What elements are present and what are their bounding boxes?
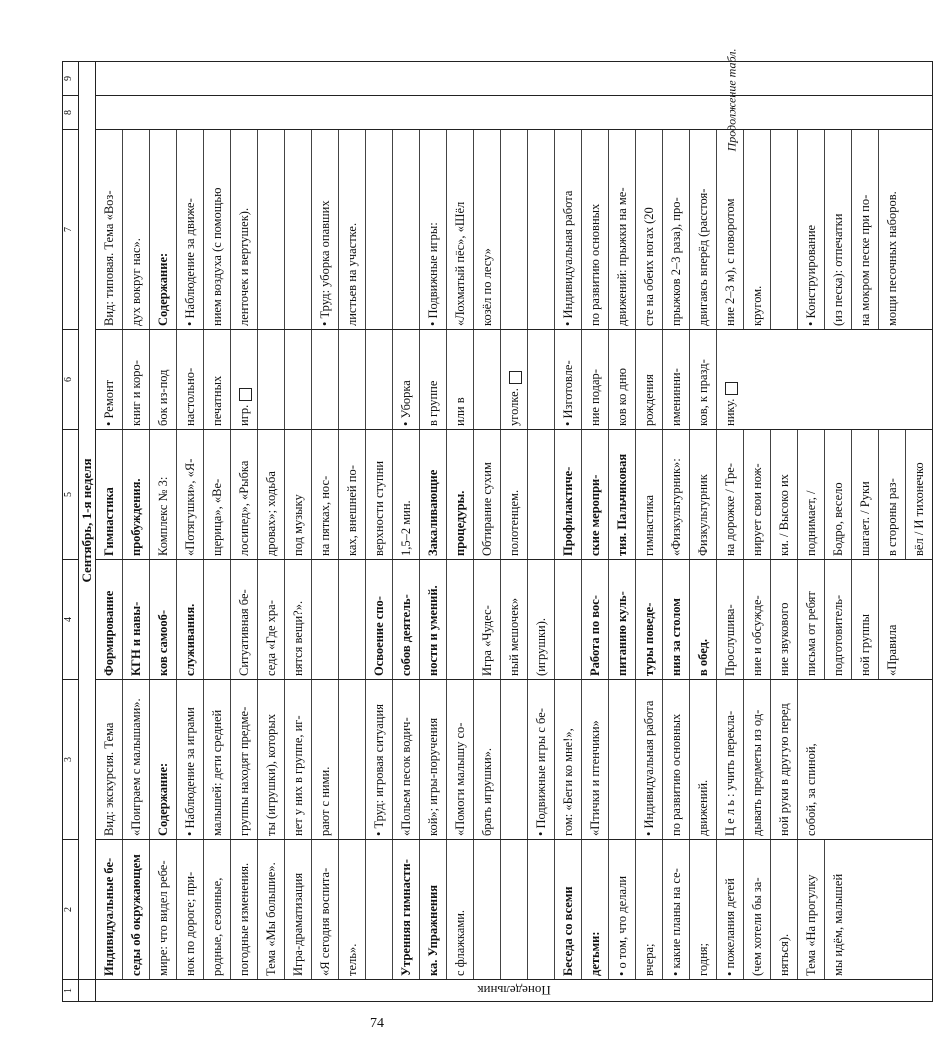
col4-line: служивания.	[177, 560, 204, 679]
col4-line: «Правила	[885, 624, 899, 676]
col3-line: брать игрушки».	[474, 680, 501, 839]
column-6-cell	[96, 330, 933, 430]
col5-line: на дорожке / Тре-	[717, 430, 744, 559]
col5-line: Обтирание сухим	[474, 430, 501, 559]
col5-line: Гимнастика	[96, 430, 123, 559]
col4-line	[204, 560, 231, 679]
col7-line: ние 2–3 м), с поворотом	[717, 130, 744, 329]
col7-line: (из песка): отпечатки	[825, 130, 852, 329]
col2-line: (чем хотели бы за-	[744, 840, 771, 979]
col4-line	[339, 560, 366, 679]
col2-line	[528, 840, 555, 979]
col3-line: • Труд: игровая ситуация	[366, 680, 393, 839]
col4-line	[447, 560, 474, 679]
column-2-cell	[96, 840, 933, 980]
col5-line: щерица», «Ве-	[204, 430, 231, 559]
col3-line: • Подвижные игры с бе-	[528, 680, 555, 839]
col7-line: • Подвижные игры:	[420, 130, 447, 329]
col6-line: в группе	[420, 330, 447, 429]
col4-line	[312, 560, 339, 679]
checkbox-square	[725, 382, 738, 395]
col5-line: «Потягушки», «Я-	[177, 430, 204, 559]
col4-line: ный мешочек»	[501, 560, 528, 679]
col-number-9: 9	[63, 62, 79, 96]
col3-line: собой, за спиной,	[804, 743, 818, 836]
col7-line	[771, 130, 798, 329]
col2-line: погодные изменения.	[231, 840, 258, 979]
col4-line: туры поведе-	[636, 560, 663, 679]
column-number-row	[63, 62, 79, 1002]
week-heading-row	[79, 62, 96, 1002]
col3-line	[339, 680, 366, 839]
col2-line: Индивидуальные бе-	[96, 840, 123, 979]
col6-line	[258, 330, 285, 429]
col4-line: ков самооб-	[150, 560, 177, 679]
col6-line: уголке.	[501, 330, 528, 429]
col7-line: Содержание:	[150, 130, 177, 329]
col7-line: «Лохматый пёс», «Шёл	[447, 130, 474, 329]
col3-line: ты (игрушки), которых	[258, 680, 285, 839]
col5-line	[528, 430, 555, 559]
col7-line: • Труд: уборка опавших	[312, 130, 339, 329]
col4-line: (игрушки).	[528, 560, 555, 679]
col5-line: гимнастика	[636, 430, 663, 559]
col3-line: по развитию основных	[663, 680, 690, 839]
col4-line: ние звукового	[771, 560, 798, 679]
col2-line: Утренняя гимнасти-	[393, 840, 420, 979]
col3-line: ной руки в другую перед	[771, 680, 798, 839]
col5-line: 1,5–2 мин.	[393, 430, 420, 559]
col-number-4: 4	[63, 560, 79, 680]
col5-line: лосипед», «Рыбка	[231, 430, 258, 559]
col6-line: ние подар-	[582, 330, 609, 429]
col2-line	[501, 840, 528, 979]
col7-line: движений: прыжки на ме-	[609, 130, 636, 329]
col5-line: вёл / И тихонечко	[912, 462, 926, 556]
col4-line: питанию куль-	[609, 560, 636, 679]
col5-line: ках, внешней по-	[339, 430, 366, 559]
col6-line	[285, 330, 312, 429]
col5-line: Закаливающие	[420, 430, 447, 559]
col4-line: Ситуативная бе-	[231, 560, 258, 679]
col5-line: ки. / Высоко их	[771, 430, 798, 559]
col5-line: поднимает, /	[798, 430, 825, 559]
col5-line: ские меропри-	[582, 430, 609, 559]
day-spacer	[79, 980, 96, 1002]
col6-line: • Ремонт	[96, 330, 123, 429]
col2-line: няться).	[771, 840, 798, 979]
col3-line: «Птички и птенчики»	[582, 680, 609, 839]
col3-line: дывать предметы из од-	[744, 680, 771, 839]
col7-line: по развитию основных	[582, 130, 609, 329]
col2-line: седы об окружающем	[123, 840, 150, 979]
col6-line: ков ко дню	[609, 330, 636, 429]
col2-line: • какие планы на се-	[663, 840, 690, 979]
col-number-3: 3	[63, 680, 79, 840]
col2-line: мире: что видел ребе-	[150, 840, 177, 979]
col2-line: Тема «На прогулку	[798, 840, 825, 979]
col3-line: Ц е л ь : учить перекла-	[717, 680, 744, 839]
col7-line: дух вокруг нас».	[123, 130, 150, 329]
col-number-1: 1	[63, 980, 79, 1002]
col7-line: • Индивидуальная работа	[555, 130, 582, 329]
col7-line: Вид: типовая. Тема «Воз-	[96, 130, 123, 329]
col6-line	[528, 330, 555, 429]
col7-line: козёл по лесу»	[474, 130, 501, 329]
col2-line	[474, 840, 501, 979]
col6-line	[474, 330, 501, 429]
col7-line	[258, 130, 285, 329]
col3-line	[609, 680, 636, 839]
col6-line: печатных	[204, 330, 231, 429]
col6-line: книг и коро-	[123, 330, 150, 429]
col4-line: собов деятель-	[393, 560, 420, 679]
col2-line: «Я сегодня воспита-	[312, 840, 339, 979]
col7-line	[285, 130, 312, 329]
day-label: Понедельник	[477, 983, 551, 999]
col7-line: нием воздуха (с помощью	[204, 130, 231, 329]
column-8-cell	[96, 96, 933, 130]
col5-line: под музыку	[285, 430, 312, 559]
col4-line: ния за столом	[663, 560, 690, 679]
col3-line: кой»; игры-поручения	[420, 680, 447, 839]
col5-line: тия. Пальчиковая	[609, 430, 636, 559]
col7-line: сте на обеих ногах (20	[636, 130, 663, 329]
col3-line: Содержание:	[150, 680, 177, 839]
col7-line	[528, 130, 555, 329]
col6-line: именинни-	[663, 330, 690, 429]
col7-line: • Конструирование	[798, 130, 825, 329]
col6-line: или в	[447, 330, 474, 429]
col7-line: на мокром песке при по-	[852, 130, 879, 329]
col5-line: дровах»; ходьба	[258, 430, 285, 559]
col2-line: детьми:	[582, 840, 609, 979]
col2-line: нок по дороге; при-	[177, 840, 204, 979]
col3-line: «Польем песок водич-	[393, 680, 420, 839]
col4-line: нятся вещи?».	[285, 560, 312, 679]
col4-line: Работа по вос-	[582, 560, 609, 679]
col7-line: прыжков 2–3 раза), про-	[663, 130, 690, 329]
col-number-7: 7	[63, 130, 79, 330]
col5-line: Физкультурник	[690, 430, 717, 559]
col7-line: листьев на участке.	[339, 130, 366, 329]
col4-line: Прослушива-	[717, 560, 744, 679]
col2-line	[366, 840, 393, 979]
col2-line: родные, сезонные,	[204, 840, 231, 979]
col6-line: бок из-под	[150, 330, 177, 429]
col2-line: вчера;	[636, 840, 663, 979]
checkbox-square	[509, 371, 522, 384]
col2-line: мы идём, малышей	[831, 873, 845, 976]
schedule-table	[62, 61, 933, 1002]
col6-line: ков, к празд-	[690, 330, 717, 429]
col4-line: письма от ребят	[798, 560, 825, 679]
col7-line	[501, 130, 528, 329]
col-number-8: 8	[63, 96, 79, 130]
col3-line: рают с ними.	[312, 680, 339, 839]
col2-line: • пожелания детей	[717, 840, 744, 979]
col3-line	[501, 680, 528, 839]
col3-line: малышей: дети средней	[204, 680, 231, 839]
col5-line: Профилактиче-	[555, 430, 582, 559]
col7-line: кругом.	[744, 130, 771, 329]
col5-line: Комплекс № 3:	[150, 430, 177, 559]
col4-line: Освоение спо-	[366, 560, 393, 679]
col2-line: с флажками.	[447, 840, 474, 979]
col5-line: процедуры.	[447, 430, 474, 559]
col3-line: гом: «Беги ко мне!»,	[555, 680, 582, 839]
col5-line: полотенцем.	[501, 430, 528, 559]
col5-line: на пятках, нос-	[312, 430, 339, 559]
col5-line: верхности ступни	[366, 430, 393, 559]
col4-line: ние и обсужде-	[744, 560, 771, 679]
col4-line: в обед.	[690, 560, 717, 679]
col3-line: группы находят предме-	[231, 680, 258, 839]
col3-line: Вид: экскурсия. Тема	[96, 680, 123, 839]
col6-line	[312, 330, 339, 429]
day-label-cell	[96, 980, 933, 1002]
col6-line: нику.	[717, 330, 743, 429]
col4-line	[555, 560, 582, 679]
col-number-6: 6	[63, 330, 79, 430]
col2-line: тель».	[339, 840, 366, 979]
col7-line	[393, 130, 420, 329]
col5-line: «Физкультурник»:	[663, 430, 690, 559]
col5-line: пробуждения.	[123, 430, 150, 559]
col4-line: КГН и навы-	[123, 560, 150, 679]
col7-line: ленточек и вертушек).	[231, 130, 258, 329]
col5-line: шагает. / Руки	[852, 430, 879, 559]
col4-line: подготовитель-	[825, 560, 852, 679]
col3-line: «Поиграем с малышами».	[123, 680, 150, 839]
col4-line: ной группы	[852, 560, 879, 679]
col3-line: нет у них в группе, иг-	[285, 680, 312, 839]
col5-line: в стороны раз-	[879, 430, 906, 559]
col3-line: движений.	[690, 680, 717, 839]
checkbox-square	[239, 388, 252, 401]
col6-line	[366, 330, 393, 429]
col2-line: Беседа со всеми	[555, 840, 582, 979]
week-heading: Сентябрь, 1-я неделя	[79, 62, 96, 980]
caption-text: Продолжение табл.	[724, 48, 739, 152]
col6-line: • Изготовле-	[555, 330, 582, 429]
col2-line: Тема «Мы большие».	[258, 840, 285, 979]
column-5-cell	[96, 430, 933, 560]
col7-line: мощи песочных наборов.	[885, 191, 899, 326]
column-3-cell	[96, 680, 933, 840]
column-4-cell	[96, 560, 933, 680]
col5-line: Бодро, весело	[825, 430, 852, 559]
col-number-5: 5	[63, 430, 79, 560]
col2-line: • о том, что делали	[609, 840, 636, 979]
column-7-cell	[96, 130, 933, 330]
col4-line: ности и умений.	[420, 560, 447, 679]
col5-line: нирует свои нож-	[744, 430, 771, 559]
col3-line: «Помоги малышу со-	[447, 680, 474, 839]
col6-line: • Уборка	[393, 330, 420, 429]
col2-line: годня;	[690, 840, 717, 979]
col-number-2: 2	[63, 840, 79, 980]
col2-line: Игра-драматизация	[285, 840, 312, 979]
col6-line: настольно-	[177, 330, 204, 429]
col6-line: игр.	[231, 330, 258, 429]
col3-line: • Наблюдение за играми	[177, 680, 204, 839]
col4-line: седа «Где хра-	[258, 560, 285, 679]
col6-line	[339, 330, 366, 429]
col2-line: ка. Упражнения	[420, 840, 447, 979]
col4-line: Формирование	[96, 560, 123, 679]
col6-line: рождения	[636, 330, 663, 429]
column-9-cell	[96, 62, 933, 96]
col4-line: Игра «Чудес-	[474, 560, 501, 679]
col7-line: двигаясь вперёд (расстоя-	[690, 130, 717, 329]
page-number: 74	[370, 1016, 384, 1031]
col7-line	[366, 130, 393, 329]
content-row	[96, 62, 933, 1002]
col7-line: • Наблюдение за движе-	[177, 130, 204, 329]
col3-line: • Индивидуальная работа	[636, 680, 663, 839]
